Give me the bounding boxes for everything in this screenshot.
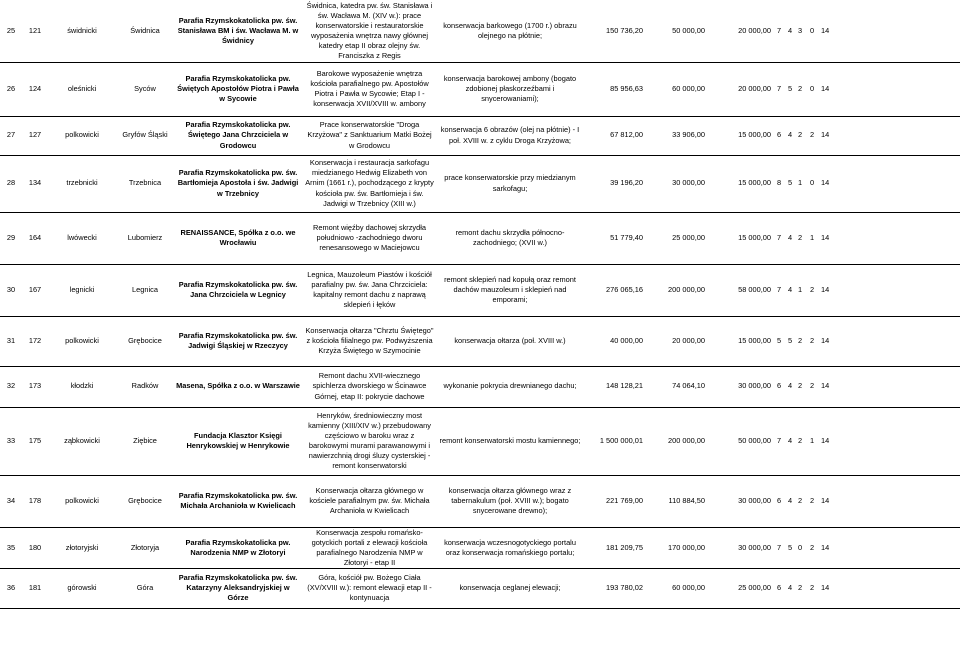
score-total-cell: 14 — [819, 116, 960, 155]
total-cost-cell: 148 128,21 — [583, 366, 645, 407]
score-3-cell: 1 — [795, 155, 805, 212]
applicant-cell: Parafia Rzymskokatolicka pw. św. Bartłomieja Apostoła i św. Jadwigi w Trzebnicy — [174, 155, 302, 212]
powiat-cell: kłodzki — [48, 366, 116, 407]
lp-cell: 36 — [0, 568, 22, 608]
lp-cell: 33 — [0, 407, 22, 475]
granted-amount-cell: 30 000,00 — [707, 527, 773, 568]
gmina-cell: Grębocice — [116, 475, 174, 527]
score-1-cell: 6 — [773, 568, 785, 608]
granted-amount-cell: 30 000,00 — [707, 475, 773, 527]
score-3-cell: 2 — [795, 366, 805, 407]
nr-cell: 172 — [22, 316, 48, 366]
score-4-cell: 0 — [805, 62, 819, 116]
powiat-cell: lwówecki — [48, 212, 116, 264]
score-1-cell: 5 — [773, 316, 785, 366]
score-4-cell: 1 — [805, 407, 819, 475]
requested-amount-cell: 200 000,00 — [645, 264, 707, 316]
gmina-cell: Grębocice — [116, 316, 174, 366]
nr-cell: 178 — [22, 475, 48, 527]
nr-cell: 124 — [22, 62, 48, 116]
score-2-cell: 4 — [785, 475, 795, 527]
applicant-cell: RENAISSANCE, Spółka z o.o. we Wrocławiu — [174, 212, 302, 264]
scope-cell: konserwacja ołtarza głównego wraz z tabernakulum (poł. XVIII w.); bogato snycerowane drewno); — [437, 475, 583, 527]
score-2-cell: 5 — [785, 527, 795, 568]
gmina-cell: Ziębice — [116, 407, 174, 475]
granted-amount-cell: 20 000,00 — [707, 62, 773, 116]
score-2-cell: 4 — [785, 568, 795, 608]
granted-amount-cell: 15 000,00 — [707, 316, 773, 366]
score-3-cell: 2 — [795, 116, 805, 155]
lp-cell: 31 — [0, 316, 22, 366]
powiat-cell: polkowicki — [48, 116, 116, 155]
table-row — [0, 212, 960, 264]
score-3-cell: 2 — [795, 62, 805, 116]
score-1-cell: 7 — [773, 62, 785, 116]
nr-cell: 127 — [22, 116, 48, 155]
scope-cell: konserwacja barokowej ambony (bogato zdobionej płaskorzeźbami i snycerowaniami); — [437, 62, 583, 116]
score-4-cell: 2 — [805, 527, 819, 568]
total-cost-cell: 40 000,00 — [583, 316, 645, 366]
score-total-cell: 14 — [819, 212, 960, 264]
powiat-cell: trzebnicki — [48, 155, 116, 212]
powiat-cell: złotoryjski — [48, 527, 116, 568]
score-4-cell: 2 — [805, 316, 819, 366]
powiat-cell: legnicki — [48, 264, 116, 316]
granted-amount-cell: 15 000,00 — [707, 212, 773, 264]
score-total-cell: 14 — [819, 62, 960, 116]
score-4-cell: 2 — [805, 116, 819, 155]
total-cost-cell: 39 196,20 — [583, 155, 645, 212]
scope-cell: prace konserwatorskie przy miedzianym sarkofagu; — [437, 155, 583, 212]
gmina-cell: Syców — [116, 62, 174, 116]
granted-amount-cell: 30 000,00 — [707, 366, 773, 407]
applicant-cell: Masena, Spółka z o.o. w Warszawie — [174, 366, 302, 407]
table-row — [0, 316, 960, 366]
score-2-cell: 4 — [785, 264, 795, 316]
score-total-cell: 14 — [819, 407, 960, 475]
score-2-cell: 5 — [785, 62, 795, 116]
total-cost-cell: 181 209,75 — [583, 527, 645, 568]
score-total-cell: 14 — [819, 155, 960, 212]
score-total-cell: 14 — [819, 475, 960, 527]
nr-cell: 175 — [22, 407, 48, 475]
score-1-cell: 7 — [773, 527, 785, 568]
score-2-cell: 5 — [785, 155, 795, 212]
applicant-cell: Fundacja Klasztor Księgi Henrykowskiej w Henrykowie — [174, 407, 302, 475]
gmina-cell: Legnica — [116, 264, 174, 316]
powiat-cell: polkowicki — [48, 475, 116, 527]
score-3-cell: 3 — [795, 0, 805, 62]
score-1-cell: 7 — [773, 212, 785, 264]
score-2-cell: 5 — [785, 316, 795, 366]
score-3-cell: 0 — [795, 527, 805, 568]
score-1-cell: 7 — [773, 264, 785, 316]
granted-amount-cell: 15 000,00 — [707, 155, 773, 212]
score-4-cell: 2 — [805, 264, 819, 316]
applicant-cell: Parafia Rzymskokatolicka pw. św. Katarzyny Aleksandryjskiej w Górze — [174, 568, 302, 608]
applicant-cell: Parafia Rzymskokatolicka pw. Świętych Apostołów Piotra i Pawła w Sycowie — [174, 62, 302, 116]
object-cell: Remont dachu XVII-wiecznego spichlerza dworskiego w Ścinawce Górnej, etap II: pokrycie dachowe — [302, 366, 437, 407]
total-cost-cell: 150 736,20 — [583, 0, 645, 62]
object-cell: Konserwacja ołtarza głównego w kościele parafialnym pw. św. Michała Archanioła w Kwielicach — [302, 475, 437, 527]
lp-cell: 34 — [0, 475, 22, 527]
table-row — [0, 475, 960, 527]
requested-amount-cell: 170 000,00 — [645, 527, 707, 568]
gmina-cell: Świdnica — [116, 0, 174, 62]
object-cell: Konserwacja zespołu romańsko-gotyckich portali z elewacji kościoła parafialnego Narodzenia NMP w Złotoryi - etap II — [302, 527, 437, 568]
score-4-cell: 2 — [805, 475, 819, 527]
object-cell: Legnica, Mauzoleum Piastów i kościół parafialny pw. św. Jana Chrzciciela: kapitalny remont dachu z naprawą sklepień i łęków — [302, 264, 437, 316]
table-row — [0, 155, 960, 212]
lp-cell: 25 — [0, 0, 22, 62]
requested-amount-cell: 74 064,10 — [645, 366, 707, 407]
object-cell: Henryków, średniowieczny most kamienny (XIII/XIV w.) przebudowany częściowo w baroku wraz z barokowymi murami parawanowymi i nawierzchnią drogi śluzy cysterskiej - remont konserwatorski — [302, 407, 437, 475]
requested-amount-cell: 110 884,50 — [645, 475, 707, 527]
lp-cell: 30 — [0, 264, 22, 316]
score-total-cell: 14 — [819, 568, 960, 608]
score-total-cell: 14 — [819, 316, 960, 366]
score-3-cell: 2 — [795, 475, 805, 527]
scope-cell: remont konserwatorski mostu kamiennego; — [437, 407, 583, 475]
nr-cell: 167 — [22, 264, 48, 316]
score-4-cell: 0 — [805, 155, 819, 212]
total-cost-cell: 221 769,00 — [583, 475, 645, 527]
gmina-cell: Gryfów Śląski — [116, 116, 174, 155]
score-3-cell: 2 — [795, 316, 805, 366]
requested-amount-cell: 20 000,00 — [645, 316, 707, 366]
granted-amount-cell: 25 000,00 — [707, 568, 773, 608]
gmina-cell: Góra — [116, 568, 174, 608]
table-row — [0, 407, 960, 475]
requested-amount-cell: 50 000,00 — [645, 0, 707, 62]
granted-amount-cell: 15 000,00 — [707, 116, 773, 155]
requested-amount-cell: 25 000,00 — [645, 212, 707, 264]
applicant-cell: Parafia Rzymskokatolicka pw. Świętego Jana Chrzciciela w Grodowcu — [174, 116, 302, 155]
total-cost-cell: 193 780,02 — [583, 568, 645, 608]
lp-cell: 29 — [0, 212, 22, 264]
score-1-cell: 6 — [773, 116, 785, 155]
total-cost-cell: 85 956,63 — [583, 62, 645, 116]
score-4-cell: 0 — [805, 0, 819, 62]
lp-cell: 26 — [0, 62, 22, 116]
gmina-cell: Radków — [116, 366, 174, 407]
nr-cell: 134 — [22, 155, 48, 212]
score-2-cell: 4 — [785, 0, 795, 62]
object-cell: Prace konserwatorskie "Droga Krzyżowa" z Sanktuarium Matki Bożej w Grodowcu — [302, 116, 437, 155]
table-row — [0, 568, 960, 608]
requested-amount-cell: 30 000,00 — [645, 155, 707, 212]
score-3-cell: 1 — [795, 264, 805, 316]
table-row — [0, 366, 960, 407]
total-cost-cell: 1 500 000,01 — [583, 407, 645, 475]
score-1-cell: 7 — [773, 407, 785, 475]
powiat-cell: ząbkowicki — [48, 407, 116, 475]
lp-cell: 28 — [0, 155, 22, 212]
score-2-cell: 4 — [785, 366, 795, 407]
nr-cell: 180 — [22, 527, 48, 568]
scope-cell: konserwacja barkowego (1700 r.) obrazu olejnego na płótnie; — [437, 0, 583, 62]
score-2-cell: 4 — [785, 116, 795, 155]
granted-amount-cell: 58 000,00 — [707, 264, 773, 316]
object-cell: Góra, kościół pw. Bożego Ciała (XV/XVIII w.): remont elewacji etap II - kontynuacja — [302, 568, 437, 608]
table-row — [0, 116, 960, 155]
table-row — [0, 62, 960, 116]
score-4-cell: 2 — [805, 366, 819, 407]
gmina-cell: Lubomierz — [116, 212, 174, 264]
granted-amount-cell: 50 000,00 — [707, 407, 773, 475]
gmina-cell: Złotoryja — [116, 527, 174, 568]
total-cost-cell: 276 065,16 — [583, 264, 645, 316]
object-cell: Świdnica, katedra pw. św. Stanisława i św. Wacława M. (XIV w.): prace konserwatorskie i restauratorskie wyposażenia wnętrza nawy głównej katedry etap II obraz olejny św. Franciszka z Regis — [302, 0, 437, 62]
granted-amount-cell: 20 000,00 — [707, 0, 773, 62]
table-row — [0, 264, 960, 316]
nr-cell: 121 — [22, 0, 48, 62]
lp-cell: 32 — [0, 366, 22, 407]
applicant-cell: Parafia Rzymskokatolicka pw. św. Jadwigi Śląskiej w Rzeczycy — [174, 316, 302, 366]
scope-cell: remont dachu skrzydła północno-zachodniego; (XVII w.) — [437, 212, 583, 264]
requested-amount-cell: 200 000,00 — [645, 407, 707, 475]
powiat-cell: polkowicki — [48, 316, 116, 366]
score-total-cell: 14 — [819, 0, 960, 62]
gmina-cell: Trzebnica — [116, 155, 174, 212]
applicant-cell: Parafia Rzymskokatolicka pw. św. Jana Chrzciciela w Legnicy — [174, 264, 302, 316]
scope-cell: wykonanie pokrycia drewnianego dachu; — [437, 366, 583, 407]
score-total-cell: 14 — [819, 366, 960, 407]
table-row — [0, 0, 960, 62]
object-cell: Konserwacja ołtarza "Chrztu Świętego" z kościoła filialnego pw. Podwyższenia Krzyża Świętego w Szymocinie — [302, 316, 437, 366]
score-3-cell: 2 — [795, 407, 805, 475]
applicant-cell: Parafia Rzymskokatolicka pw. Narodzenia NMP w Złotoryi — [174, 527, 302, 568]
nr-cell: 181 — [22, 568, 48, 608]
requested-amount-cell: 60 000,00 — [645, 568, 707, 608]
scope-cell: konserwacja ołtarza (poł. XVIII w.) — [437, 316, 583, 366]
score-total-cell: 14 — [819, 527, 960, 568]
scope-cell: konserwacja 6 obrazów (olej na płótnie) - I poł. XVIII w. z cyklu Droga Krzyżowa; — [437, 116, 583, 155]
applicant-cell: Parafia Rzymskokatolicka pw. św. Michała Archanioła w Kwielicach — [174, 475, 302, 527]
powiat-cell: górowski — [48, 568, 116, 608]
score-2-cell: 4 — [785, 407, 795, 475]
lp-cell: 35 — [0, 527, 22, 568]
scope-cell: remont sklepień nad kopułą oraz remont dachów mauzoleum i sklepień nad emporami; — [437, 264, 583, 316]
scope-cell: konserwacja ceglanej elewacji; — [437, 568, 583, 608]
powiat-cell: oleśnicki — [48, 62, 116, 116]
score-1-cell: 6 — [773, 366, 785, 407]
score-4-cell: 1 — [805, 212, 819, 264]
scope-cell: konserwacja wczesnogotyckiego portalu oraz konserwacja romańskiego portalu; — [437, 527, 583, 568]
score-3-cell: 2 — [795, 568, 805, 608]
score-4-cell: 2 — [805, 568, 819, 608]
object-cell: Konserwacja i restauracja sarkofagu miedzianego Hedwig Elizabeth von Arnim (1661 r.), pochodzącego z krypty kościoła pw. św. Bartłomieja i św. Jadwigi w Trzebnicy (XIII w.) — [302, 155, 437, 212]
score-1-cell: 6 — [773, 475, 785, 527]
applicant-cell: Parafia Rzymskokatolicka pw. św. Stanisława BM i św. Wacława M. w Świdnicy — [174, 0, 302, 62]
score-1-cell: 7 — [773, 0, 785, 62]
score-1-cell: 8 — [773, 155, 785, 212]
requested-amount-cell: 60 000,00 — [645, 62, 707, 116]
lp-cell: 27 — [0, 116, 22, 155]
powiat-cell: świdnicki — [48, 0, 116, 62]
object-cell: Barokowe wyposażenie wnętrza kościoła parafialnego pw. Apostołów Piotra i Pawła w Sycowie; Etap I - konserwacja XVII/XVIII w. ambony — [302, 62, 437, 116]
score-total-cell: 14 — [819, 264, 960, 316]
nr-cell: 164 — [22, 212, 48, 264]
total-cost-cell: 51 779,40 — [583, 212, 645, 264]
score-2-cell: 4 — [785, 212, 795, 264]
nr-cell: 173 — [22, 366, 48, 407]
total-cost-cell: 67 812,00 — [583, 116, 645, 155]
table-row — [0, 527, 960, 568]
object-cell: Remont więźby dachowej skrzydła południowo -zachodniego dworu renesansowego w Maciejowcu — [302, 212, 437, 264]
score-3-cell: 2 — [795, 212, 805, 264]
requested-amount-cell: 33 906,00 — [645, 116, 707, 155]
